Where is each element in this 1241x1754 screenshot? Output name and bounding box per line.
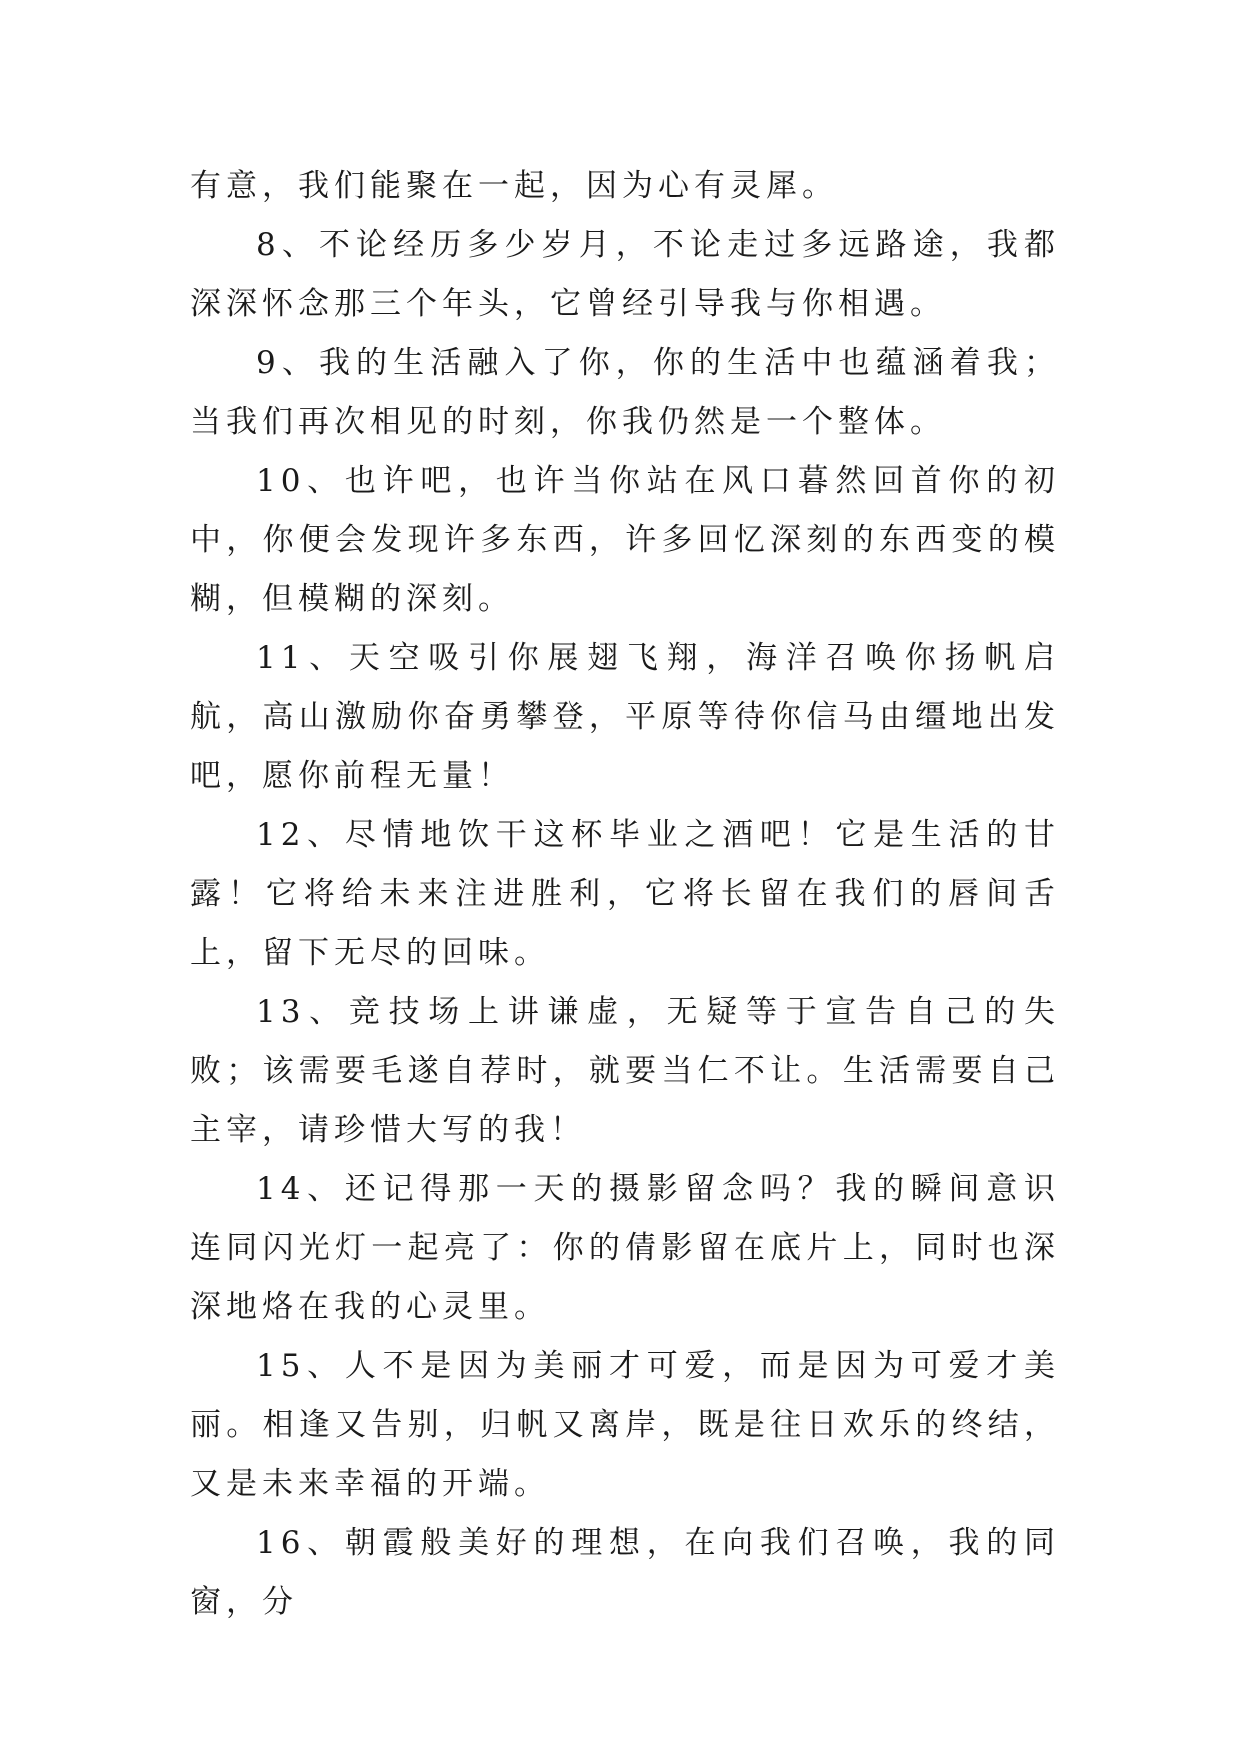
paragraph-item-15: 15、人不是因为美丽才可爱，而是因为可爱才美丽。相逢又告别，归帆又离岸，既是往日欢乐的终结，又是未来幸福的开端。 xyxy=(190,1348,1060,1502)
paragraph-item-8: 8、不论经历多少岁月，不论走过多远路途，我都深深怀念那三个年头，它曾经引导我与你相遇。 xyxy=(190,227,1060,322)
paragraph-item-12: 12、尽情地饮干这杯毕业之酒吧！它是生活的甘露！它将给未来注进胜利，它将长留在我们的唇间舌上，留下无尽的回味。 xyxy=(190,817,1060,971)
paragraph-item-13: 13、竞技场上讲谦虚，无疑等于宣告自己的失败；该需要毛遂自荐时，就要当仁不让。生活需要自己主宰，请珍惜大写的我！ xyxy=(190,994,1060,1148)
paragraph-item-16: 16、朝霞般美好的理想，在向我们召唤，我的同窗，分 xyxy=(190,1525,1060,1620)
paragraph-item-9: 9、我的生活融入了你，你的生活中也蕴涵着我；当我们再次相见的时刻，你我仍然是一个整体。 xyxy=(190,345,1060,440)
paragraph-item-11: 11、天空吸引你展翅飞翔，海洋召唤你扬帆启航，高山激励你奋勇攀登，平原等待你信马由缰地出发吧，愿你前程无量！ xyxy=(190,640,1060,794)
paragraph-continuation: 有意，我们能聚在一起，因为心有灵犀。 xyxy=(190,168,838,204)
paragraph-item-10: 10、也许吧，也许当你站在风口暮然回首你的初中，你便会发现许多东西，许多回忆深刻的东西变的模糊，但模糊的深刻。 xyxy=(190,463,1060,617)
document-body xyxy=(190,157,1060,1632)
paragraph-item-14: 14、还记得那一天的摄影留念吗？我的瞬间意识连同闪光灯一起亮了：你的倩影留在底片上，同时也深深地烙在我的心灵里。 xyxy=(190,1171,1060,1325)
